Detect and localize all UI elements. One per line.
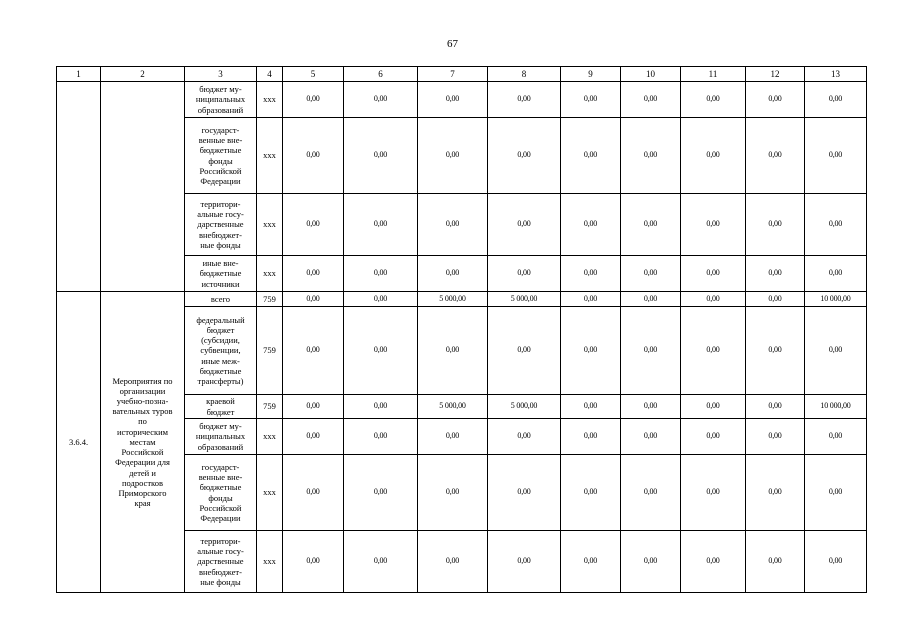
amount-cell: 0,00 — [561, 531, 621, 593]
row-index — [57, 82, 101, 292]
funding-source: государст- венные вне- бюджетные фонды Российской Федерации — [185, 118, 257, 194]
amount-cell: 0,00 — [283, 118, 344, 194]
funding-source: бюджет му- ниципальных образований — [185, 419, 257, 455]
column-header: 5 — [283, 67, 344, 82]
amount-cell: 0,00 — [746, 118, 805, 194]
amount-cell: 0,00 — [488, 455, 561, 531]
amount-cell: 0,00 — [746, 307, 805, 395]
column-header: 10 — [621, 67, 681, 82]
table-row — [57, 292, 867, 307]
amount-cell: 0,00 — [681, 82, 746, 118]
amount-cell: 0,00 — [418, 455, 488, 531]
table-row — [57, 82, 867, 118]
funding-source: бюджет му- ниципальных образований — [185, 82, 257, 118]
amount-cell: 0,00 — [488, 419, 561, 455]
amount-cell: 0,00 — [344, 455, 418, 531]
amount-cell: 0,00 — [283, 256, 344, 292]
measure-description: Мероприятия по организации учебно-позна- вательных туров по историческим местам Российской Федерации для детей и подростков Приморского края — [101, 292, 185, 593]
amount-cell: 0,00 — [418, 307, 488, 395]
amount-cell: 0,00 — [681, 531, 746, 593]
amount-cell: 0,00 — [561, 194, 621, 256]
budget-code: ххх — [257, 256, 283, 292]
amount-cell: 0,00 — [805, 531, 867, 593]
amount-cell: 0,00 — [561, 395, 621, 419]
amount-cell: 0,00 — [418, 118, 488, 194]
amount-cell: 0,00 — [283, 292, 344, 307]
amount-cell: 0,00 — [621, 455, 681, 531]
amount-cell: 0,00 — [746, 455, 805, 531]
amount-cell: 0,00 — [283, 307, 344, 395]
amount-cell: 0,00 — [681, 419, 746, 455]
amount-cell: 5 000,00 — [488, 395, 561, 419]
table-header-row — [57, 67, 867, 82]
amount-cell: 0,00 — [621, 307, 681, 395]
amount-cell: 0,00 — [805, 82, 867, 118]
amount-cell: 0,00 — [681, 395, 746, 419]
column-header: 4 — [257, 67, 283, 82]
funding-source: всего — [185, 292, 257, 307]
amount-cell: 0,00 — [621, 82, 681, 118]
funding-source: государст- венные вне- бюджетные фонды Российской Федерации — [185, 455, 257, 531]
amount-cell: 0,00 — [561, 307, 621, 395]
amount-cell: 0,00 — [283, 419, 344, 455]
budget-code: 759 — [257, 307, 283, 395]
amount-cell: 0,00 — [344, 531, 418, 593]
amount-cell: 0,00 — [344, 395, 418, 419]
amount-cell: 0,00 — [561, 118, 621, 194]
amount-cell: 0,00 — [621, 395, 681, 419]
amount-cell: 0,00 — [746, 292, 805, 307]
amount-cell: 0,00 — [344, 82, 418, 118]
amount-cell: 0,00 — [621, 194, 681, 256]
budget-code: ххх — [257, 194, 283, 256]
amount-cell: 0,00 — [746, 82, 805, 118]
budget-table — [56, 66, 867, 593]
amount-cell: 0,00 — [488, 531, 561, 593]
column-header: 3 — [185, 67, 257, 82]
amount-cell: 5 000,00 — [418, 292, 488, 307]
amount-cell: 0,00 — [344, 256, 418, 292]
amount-cell: 0,00 — [418, 419, 488, 455]
page-number: 67 — [447, 38, 458, 50]
amount-cell: 0,00 — [805, 256, 867, 292]
amount-cell: 0,00 — [746, 256, 805, 292]
amount-cell: 0,00 — [488, 82, 561, 118]
amount-cell: 0,00 — [746, 531, 805, 593]
column-header: 6 — [344, 67, 418, 82]
amount-cell: 5 000,00 — [418, 395, 488, 419]
budget-code: 759 — [257, 395, 283, 419]
amount-cell: 0,00 — [418, 256, 488, 292]
budget-code: ххх — [257, 531, 283, 593]
amount-cell: 0,00 — [344, 292, 418, 307]
amount-cell: 0,00 — [561, 419, 621, 455]
amount-cell: 0,00 — [344, 307, 418, 395]
amount-cell: 0,00 — [418, 531, 488, 593]
amount-cell: 0,00 — [561, 256, 621, 292]
amount-cell: 0,00 — [681, 118, 746, 194]
amount-cell: 0,00 — [681, 256, 746, 292]
funding-source: краевой бюджет — [185, 395, 257, 419]
budget-code: ххх — [257, 455, 283, 531]
amount-cell: 0,00 — [681, 292, 746, 307]
amount-cell: 0,00 — [621, 292, 681, 307]
amount-cell: 0,00 — [561, 82, 621, 118]
amount-cell: 0,00 — [621, 531, 681, 593]
column-header: 8 — [488, 67, 561, 82]
amount-cell: 0,00 — [283, 82, 344, 118]
measure-description — [101, 82, 185, 292]
funding-source: территори- альные госу- дарственные внебюджет- ные фонды — [185, 531, 257, 593]
amount-cell: 0,00 — [344, 118, 418, 194]
column-header: 7 — [418, 67, 488, 82]
amount-cell: 0,00 — [621, 419, 681, 455]
budget-code: ххх — [257, 82, 283, 118]
amount-cell: 0,00 — [283, 531, 344, 593]
amount-cell: 0,00 — [283, 395, 344, 419]
amount-cell: 0,00 — [681, 194, 746, 256]
amount-cell: 0,00 — [561, 292, 621, 307]
amount-cell: 0,00 — [488, 118, 561, 194]
amount-cell: 0,00 — [805, 419, 867, 455]
funding-source: федеральный бюджет (субсидии, субвенции, иные меж- бюджетные трансферты) — [185, 307, 257, 395]
amount-cell: 0,00 — [746, 419, 805, 455]
amount-cell: 0,00 — [621, 256, 681, 292]
amount-cell: 5 000,00 — [488, 292, 561, 307]
column-header: 2 — [101, 67, 185, 82]
amount-cell: 0,00 — [746, 194, 805, 256]
amount-cell: 0,00 — [344, 419, 418, 455]
amount-cell: 0,00 — [283, 194, 344, 256]
amount-cell: 0,00 — [283, 455, 344, 531]
budget-code: 759 — [257, 292, 283, 307]
amount-cell: 0,00 — [805, 307, 867, 395]
amount-cell: 0,00 — [805, 194, 867, 256]
funding-source: территори- альные госу- дарственные внебюджет- ные фонды — [185, 194, 257, 256]
amount-cell: 0,00 — [561, 455, 621, 531]
amount-cell: 10 000,00 — [805, 292, 867, 307]
budget-code: ххх — [257, 118, 283, 194]
amount-cell: 0,00 — [488, 256, 561, 292]
amount-cell: 0,00 — [805, 118, 867, 194]
amount-cell: 0,00 — [488, 307, 561, 395]
amount-cell: 0,00 — [681, 455, 746, 531]
column-header: 11 — [681, 67, 746, 82]
amount-cell: 0,00 — [681, 307, 746, 395]
column-header: 13 — [805, 67, 867, 82]
column-header: 12 — [746, 67, 805, 82]
column-header: 1 — [57, 67, 101, 82]
amount-cell: 0,00 — [488, 194, 561, 256]
amount-cell: 0,00 — [344, 194, 418, 256]
amount-cell: 0,00 — [418, 194, 488, 256]
column-header: 9 — [561, 67, 621, 82]
amount-cell: 0,00 — [805, 455, 867, 531]
row-index: 3.6.4. — [57, 292, 101, 593]
budget-code: ххх — [257, 419, 283, 455]
amount-cell: 0,00 — [746, 395, 805, 419]
amount-cell: 10 000,00 — [805, 395, 867, 419]
amount-cell: 0,00 — [418, 82, 488, 118]
amount-cell: 0,00 — [621, 118, 681, 194]
funding-source: иные вне- бюджетные источники — [185, 256, 257, 292]
